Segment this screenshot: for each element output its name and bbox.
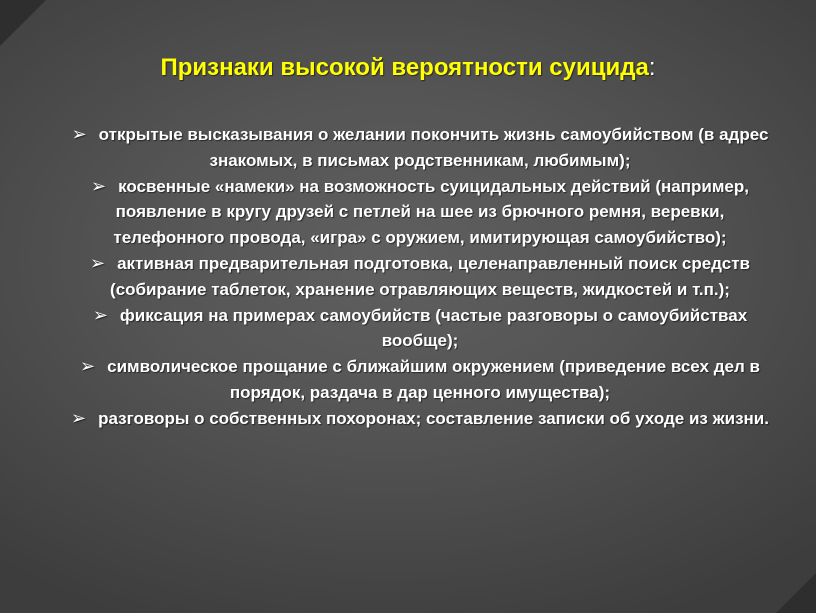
- arrow-bullet-icon: ➢: [71, 407, 87, 428]
- list-item: [70, 251, 770, 303]
- arrow-bullet-icon: ➢: [71, 124, 87, 144]
- list-item: [70, 406, 770, 432]
- slide-title: [0, 48, 816, 88]
- list-item-text: активная предварительная подготовка, целенаправленный поиск средств (собирание таблеток, хранение отравляющих веществ, жидкостей и т.п.);: [110, 253, 750, 299]
- slide-title-colon: :: [648, 54, 656, 81]
- signs-list: [70, 122, 770, 432]
- list-item-text: открытые высказывания о желании покончить жизнь самоубийством (в адрес знакомых, в письмах родственникам, любимым);: [98, 125, 769, 170]
- list-item: [70, 354, 770, 406]
- arrow-bullet-icon: ➢: [90, 252, 106, 273]
- arrow-bullet-icon: ➢: [80, 356, 96, 377]
- list-item-text: косвенные «намеки» на возможность суицидальных действий (например, появление в кругу друзей с петлей на шее из брючного ремня, веревки, телефонного провода, «игра» с оружием, имитирующая самоубийство);: [113, 176, 749, 248]
- list-item: [70, 174, 770, 251]
- arrow-bullet-icon: ➢: [91, 175, 107, 196]
- list-item-text: символическое прощание с ближайшим окружением (приведение всех дел в порядок, раздача в дар ценного имущества);: [107, 357, 760, 402]
- list-item-text: разговоры о собственных похоронах; составление записки об уходе из жизни.: [98, 408, 769, 428]
- list-item-text: фиксация на примерах самоубийств (частые разговоры о самоубийствах вообще);: [119, 305, 748, 351]
- arrow-bullet-icon: ➢: [92, 304, 108, 325]
- list-item: [70, 303, 770, 355]
- list-item: [70, 122, 770, 174]
- slide-title-text: Признаки высокой вероятности суицида: [160, 54, 649, 81]
